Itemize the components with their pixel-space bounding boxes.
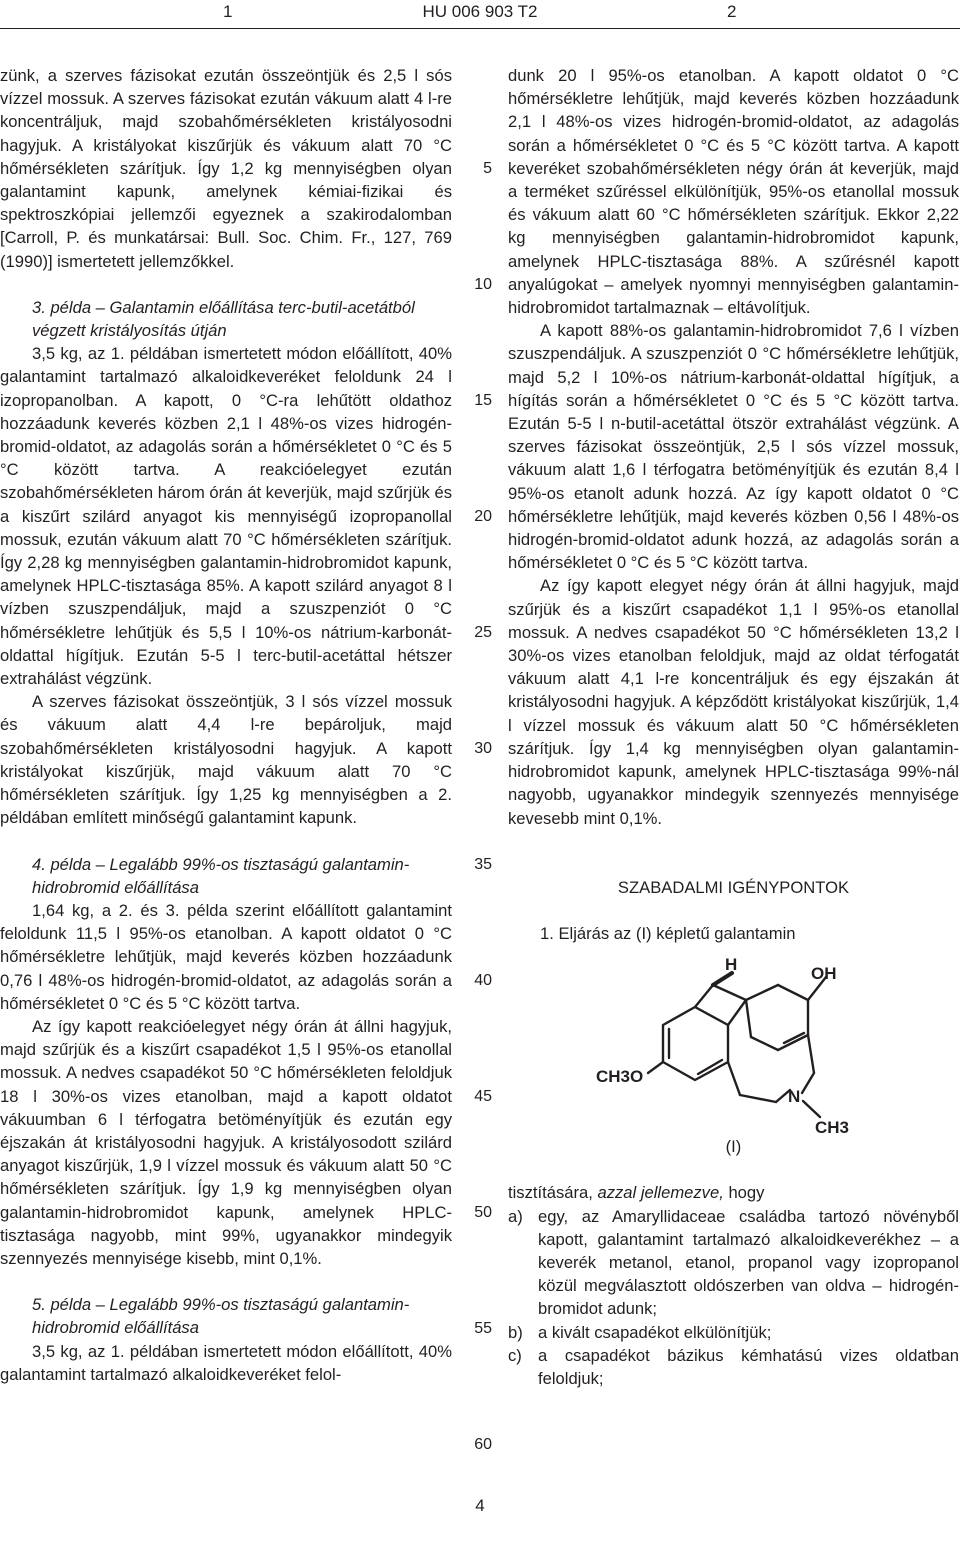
- purification-prefix: tisztítására,: [508, 1183, 593, 1203]
- paragraph: 1,64 kg, a 2. és 3. példa szerint előállított galantamint feloldunk 11,5 l 95%-os etanolban. A kapott oldatot 0 °C hőmérsékletre lehűtjük, majd keverés közben hozzáadunk 0,76 l 48%-os hidrogén-bromid-oldatot, az adagolás során a hőmérsékletet 0 °C és 5 °C között tartva.: [0, 900, 452, 1013]
- left-column: [0, 64, 452, 1386]
- line-number: 5: [483, 160, 492, 177]
- methoxy-label: CH3O: [596, 1067, 644, 1087]
- line-number: 50: [474, 1204, 492, 1221]
- line-number: 55: [474, 1320, 492, 1337]
- example-3-heading: 3. példa – Galantamin előállítása terc-butil-acetátból végzett kristályosítás útján: [32, 297, 415, 341]
- claim-step-text: a csapadékot bázikus kémhatású vizes oldatban feloldjuk;: [538, 1345, 959, 1388]
- paragraph: A szerves fázisokat összeöntjük, 3 l sós vízzel mossuk és vákuum alatt 4,4 l-re bepároljuk, majd szobahőmérsékleten kristályosodni hagyjuk. A kapott kristályokat kiszűrjük, majd vákuum alatt 70 °C hőmérsékleten szárítjuk. Így 1,25 kg mennyiségben a 2. példában említett minőségű galantamint kapunk.: [0, 692, 452, 828]
- claim-step-text: egy, az Amaryllidaceae családba tartozó növényből kapott, galantamint tartalmazó alkaloidkeverékhez – a keverék metanol, etanol, propanol vagy izopropanol közül megválasztott oldószerben van oldva – hidrogén-bromidot adunk;: [538, 1206, 959, 1319]
- line-number: 40: [474, 972, 492, 989]
- claim-step: [508, 1344, 959, 1390]
- line-number: 60: [474, 1436, 492, 1453]
- hydrogen-label: H: [725, 955, 738, 975]
- hydroxyl-label: OH: [811, 964, 837, 984]
- line-number: 25: [474, 624, 492, 641]
- paragraph: Az így kapott reakcióelegyet négy órán át állni hagyjuk, majd szűrjük és a kiszűrt csapadékot 1,5 l 95%-os etanollal mossuk. A nedves csapadékot 50 °C hőmérsékleten feloldjuk 18 l 30%-os vizes etanolban, majd a kapott oldatot vákuumban 6 l térfogatra betöményítjük és ezután egy éjszakán át kristályosodni hagyjuk. A kristályosodott szilárd anyagot kiszűrjük, 1,9 l vízzel mossuk és vákuum alatt 50 °C hőmérsékleten szárítjuk. Így 1,9 kg mennyiségben olyan galantamin-hidrobromidot kapunk, amelynek HPLC-tisztasága nagyobb, mint 99%, ugyanakkor mindegyik szennyezés mennyisége kisebb, mint 0,1%.: [0, 1016, 452, 1268]
- claim-1-intro: 1. Eljárás az (I) képletű galantamin: [540, 923, 796, 943]
- structural-formula: [508, 945, 959, 1135]
- formula-label: (I): [725, 1137, 742, 1157]
- paragraph: 3,5 kg, az 1. példában ismertetett módon előállított, 40% galantamint tartalmazó alkaloidkeveréket felol-: [0, 1341, 452, 1384]
- claim-step: [508, 1321, 959, 1344]
- paragraph: zünk, a szerves fázisokat ezután összeöntjük és 2,5 l sós vízzel mossuk. A szerves fázisokat ezután vákuum alatt 4 l-re koncentráljuk, majd szobahőmérsékleten kristályosodni hagyjuk. A kristályokat kiszűrjük és vákuum alatt 70 °C hőmérsékleten szárítjuk. Így 1,2 kg mennyiségben olyan galantamint kapunk, amelynek kémiai-fizikai és spektroszkópiai jellemzői egyeznek a szakirodalomban [Carroll, P. és munkatársai: Bull. Soc. Chim. Fr., 127, 769 (1990)] ismertetett jellemzőkkel.: [0, 66, 452, 271]
- purification-line: [508, 1181, 959, 1204]
- paragraph: 3,5 kg, az 1. példában ismertetett módon előállított, 40% galantamint tartalmazó alkaloidkeveréket feloldunk 24 l izopropanolban. A kapott, 0 °C-ra lehűtött oldathoz hozzáadunk keverés közben 2,1 l 48%-os vizes hidrogén-bromid-oldatot, az adagolás során a hőmérsékletet 0 °C és 5 °C között tartva. A reakcióelegyet ezután szobahőmérsékleten három órán át keverjük, majd szűrjük és a kiszűrt szilárd anyagot kis mennyiségű izopropanollal mossuk, ezután vákuum alatt 70 °C hőmérsékleten szárítjuk. Így 2,28 kg mennyiségben galantamin-hidrobromidot kapunk, amelynek HPLC-tisztasága 85%. A kapott szilárd anyagot 8 l vízben szuszpendáljuk, majd a szuszpenziót 0 °C hőmérsékletre lehűtjük és 5,5 l 10%-os nátrium-karbonát-oldattal hígítjuk. Ezután 5-5 l terc-butil-acetáttal hétszer extrahálást végzünk.: [0, 344, 452, 689]
- characterized-by: azzal jellemezve,: [597, 1183, 724, 1203]
- paragraph: Az így kapott elegyet négy órán át állni hagyjuk, majd szűrjük és a kiszűrt csapadékot 1,1 l 95%-os etanollal mossuk. A nedves csapadékot 50 °C hőmérsékleten 13,2 l 30%-os vizes etanolban feloldjuk, majd az oldat térfogatát vákuum alatt 4,1 l-re koncentráljuk és egy éjszakán át kristályosodni hagyjuk. A képződött kristályokat kiszűrjük, 1,4 l vízzel mossuk és vákuum alatt 50 °C hőmérsékleten szárítjuk. Így 1,4 kg mennyiségben olyan galantamin-hidrobromidot kapunk, amelynek HPLC-tisztasága 99%-nál nagyobb, ugyanakkor mindegyik szennyezés mennyisége kevesebb mint 0,1%.: [508, 576, 959, 828]
- paragraph: dunk 20 l 95%-os etanolban. A kapott oldatot 0 °C hőmérsékletre lehűtjük, majd keverés közben hozzáadunk 2,1 l 48%-os vizes hidrogén-bromid-oldatot, az adagolás során a hőmérsékletet 0 °C és 5 °C között tartva. A kapott keveréket szobahőmérsékleten négy órán át keverjük, majd a terméket szűréssel elkülönítjük, 95%-os etanollal mossuk és vákuum alatt 60 °C hőmérsékleten szárítjuk. Ekkor 2,22 kg mennyiségben galantamin-hidrobromidot kapunk, amelynek HPLC-tisztasága 88%. A szűrésnél kapott anyalúgokat – amelyek nyomnyi mennyiségben galantamin-hidrobromidot tartalmaznak – eltávolítjuk.: [508, 66, 959, 318]
- document-number: HU 006 903 T2: [422, 2, 538, 21]
- purification-suffix: hogy: [728, 1183, 765, 1203]
- page-number: 4: [475, 1496, 485, 1515]
- line-number: 35: [474, 856, 492, 873]
- paragraph: A kapott 88%-os galantamin-hidrobromidot 7,6 l vízben szuszpendáljuk. A szuszpenziót 0 °C hőmérsékletre lehűtjük, majd 5,2 l 10%-os nátrium-karbonát-oldattal hígítjuk, a hígítás során a hőmérsékletet 0 °C és 5 °C között tartva. Ezután 5-5 l n-butil-acetáttal ötször extrahálást végzünk. A szerves fázisokat összeöntjük, 2,5 l sós vízzel mossuk, vákuum alatt 1,6 l térfogatra betöményítjük és ezután 8,4 l 95%-os etanolt adunk hozzá. Az így kapott oldatot 0 °C hőmérsékletre lehűtjük, majd keverés közben 0,56 l 48%-os hidrogén-bromid-oldatot adunk hozzá, az adagolás során a hőmérsékletet 0 °C és 5 °C között tartva.: [508, 321, 959, 573]
- line-number: 45: [474, 1088, 492, 1105]
- claim-step-text: a kivált csapadékot elkülönítjük;: [538, 1322, 772, 1342]
- claim-step-label: b): [508, 1322, 523, 1342]
- header-rule: [0, 28, 960, 29]
- claim-steps: [508, 1205, 959, 1391]
- line-number: 30: [474, 740, 492, 757]
- claim-step-label: c): [508, 1345, 522, 1365]
- claims-title: SZABADALMI IGÉNYPONTOK: [617, 877, 850, 897]
- galantamine-structure: [508, 945, 959, 1135]
- right-page-number: 2: [727, 2, 737, 21]
- line-number: 15: [474, 392, 492, 409]
- right-column: [508, 64, 959, 1390]
- nitrogen-label: N: [788, 1087, 801, 1107]
- line-number: 20: [474, 508, 492, 525]
- example-4-heading: 4. példa – Legalább 99%-os tisztaságú galantamin-hidrobromid előállítása: [32, 854, 410, 897]
- example-5-heading: 5. példa – Legalább 99%-os tisztaságú galantamin-hidrobromid előállítása: [32, 1295, 410, 1338]
- claim-step: [508, 1205, 959, 1321]
- line-number: 10: [474, 276, 492, 293]
- claim-step-label: a): [508, 1206, 523, 1226]
- n-methyl-label: CH3: [815, 1118, 850, 1136]
- left-page-number: 1: [223, 2, 233, 21]
